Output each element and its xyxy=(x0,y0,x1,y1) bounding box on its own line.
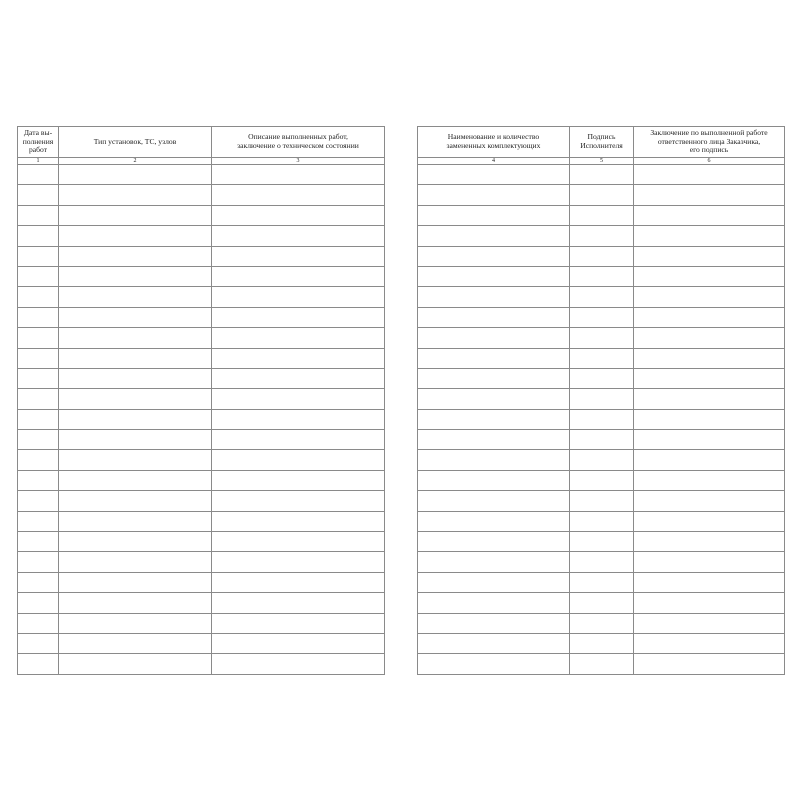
empty-cell xyxy=(18,368,59,388)
column-header-executor-signature: Подпись Исполнителя xyxy=(570,127,634,158)
empty-cell xyxy=(570,532,634,552)
empty-cell xyxy=(212,368,385,388)
maintenance-log-table-left xyxy=(17,126,385,675)
empty-cell xyxy=(418,552,570,572)
empty-cell xyxy=(18,450,59,470)
table-row xyxy=(418,205,785,225)
column-number: 3 xyxy=(212,158,385,165)
empty-cell xyxy=(570,287,634,307)
empty-cell xyxy=(634,205,785,225)
empty-cell xyxy=(418,430,570,450)
empty-cell xyxy=(18,511,59,531)
empty-cell xyxy=(570,654,634,674)
empty-cell xyxy=(570,572,634,592)
table-row xyxy=(18,368,385,388)
column-header-date: Дата вы- полнения работ xyxy=(18,127,59,158)
empty-cell xyxy=(212,307,385,327)
table-row xyxy=(18,246,385,266)
empty-cell xyxy=(634,593,785,613)
empty-cell xyxy=(418,633,570,653)
table-row xyxy=(18,430,385,450)
table-row xyxy=(18,185,385,205)
empty-cell xyxy=(570,165,634,185)
empty-cell xyxy=(18,307,59,327)
table-row xyxy=(18,532,385,552)
empty-cell xyxy=(59,552,212,572)
empty-cell xyxy=(570,470,634,490)
table-row xyxy=(18,470,385,490)
table-row xyxy=(418,328,785,348)
table-row xyxy=(18,287,385,307)
empty-cell xyxy=(59,287,212,307)
empty-cell xyxy=(212,552,385,572)
empty-cell xyxy=(634,348,785,368)
empty-cell xyxy=(18,593,59,613)
column-number-row xyxy=(18,158,385,165)
empty-cell xyxy=(418,287,570,307)
empty-cell xyxy=(570,613,634,633)
empty-cell xyxy=(634,491,785,511)
empty-cell xyxy=(59,348,212,368)
empty-cell xyxy=(212,532,385,552)
table-row xyxy=(418,307,785,327)
table-row xyxy=(418,532,785,552)
table-row xyxy=(418,409,785,429)
empty-cell xyxy=(212,613,385,633)
empty-cell xyxy=(212,205,385,225)
empty-cell xyxy=(418,165,570,185)
table-row xyxy=(418,389,785,409)
empty-cell xyxy=(634,266,785,286)
empty-cell xyxy=(59,185,212,205)
table-row xyxy=(18,633,385,653)
empty-cell xyxy=(418,348,570,368)
empty-cell xyxy=(418,266,570,286)
empty-cell xyxy=(59,205,212,225)
table-row xyxy=(18,328,385,348)
empty-cell xyxy=(212,430,385,450)
empty-cell xyxy=(570,185,634,205)
empty-cell xyxy=(634,409,785,429)
empty-cell xyxy=(59,246,212,266)
empty-cell xyxy=(18,246,59,266)
table-row xyxy=(18,389,385,409)
empty-cell xyxy=(18,532,59,552)
empty-cell xyxy=(212,185,385,205)
table-row xyxy=(418,266,785,286)
empty-cell xyxy=(59,226,212,246)
empty-cell xyxy=(18,185,59,205)
column-number: 4 xyxy=(418,158,570,165)
empty-cell xyxy=(634,633,785,653)
table-row xyxy=(418,185,785,205)
table-row xyxy=(18,205,385,225)
empty-cell xyxy=(59,450,212,470)
table-row xyxy=(18,613,385,633)
empty-cell xyxy=(634,307,785,327)
empty-cell xyxy=(212,246,385,266)
table-header-row xyxy=(18,127,385,158)
empty-cell xyxy=(18,633,59,653)
column-header-customer-conclusion: Заключение по выполненной работе ответственного лица Заказчика, его подпись xyxy=(634,127,785,158)
empty-cell xyxy=(59,654,212,674)
table-row xyxy=(18,491,385,511)
column-number: 1 xyxy=(18,158,59,165)
empty-cell xyxy=(59,368,212,388)
empty-cell xyxy=(634,389,785,409)
table-row xyxy=(18,165,385,185)
empty-cell xyxy=(212,450,385,470)
column-header-unit-type: Тип установок, ТС, узлов xyxy=(59,127,212,158)
table-row xyxy=(418,511,785,531)
empty-cell xyxy=(212,409,385,429)
empty-cell xyxy=(18,287,59,307)
empty-cell xyxy=(212,511,385,531)
empty-cell xyxy=(634,450,785,470)
empty-cell xyxy=(212,654,385,674)
empty-cell xyxy=(418,470,570,490)
empty-cell xyxy=(59,165,212,185)
table-row xyxy=(418,287,785,307)
empty-cell xyxy=(418,532,570,552)
empty-cell xyxy=(570,307,634,327)
maintenance-log-table-right xyxy=(417,126,785,675)
empty-cell xyxy=(570,593,634,613)
empty-cell xyxy=(212,287,385,307)
empty-cell xyxy=(59,389,212,409)
empty-cell xyxy=(418,491,570,511)
empty-cell xyxy=(212,165,385,185)
empty-cell xyxy=(570,491,634,511)
empty-cell xyxy=(570,226,634,246)
empty-cell xyxy=(418,654,570,674)
empty-cell xyxy=(212,328,385,348)
table-row xyxy=(418,654,785,674)
empty-cell xyxy=(634,511,785,531)
empty-cell xyxy=(18,613,59,633)
table-row xyxy=(418,430,785,450)
empty-cell xyxy=(570,368,634,388)
table-row xyxy=(418,633,785,653)
empty-cell xyxy=(18,205,59,225)
table-row xyxy=(18,266,385,286)
empty-cell xyxy=(418,389,570,409)
column-header-replaced-parts: Наименование и количество замененных комплектующих xyxy=(418,127,570,158)
empty-cell xyxy=(59,511,212,531)
empty-cell xyxy=(570,430,634,450)
empty-cell xyxy=(418,226,570,246)
empty-cell xyxy=(634,246,785,266)
table-row xyxy=(418,450,785,470)
empty-cell xyxy=(18,389,59,409)
table-row xyxy=(418,491,785,511)
empty-cell xyxy=(570,266,634,286)
empty-cell xyxy=(634,226,785,246)
table-row xyxy=(418,348,785,368)
table-row xyxy=(18,593,385,613)
empty-cell xyxy=(570,328,634,348)
empty-cell xyxy=(212,491,385,511)
empty-cell xyxy=(634,165,785,185)
empty-cell xyxy=(18,470,59,490)
empty-cell xyxy=(59,593,212,613)
column-number: 6 xyxy=(634,158,785,165)
table-row xyxy=(418,226,785,246)
table-row xyxy=(18,409,385,429)
empty-cell xyxy=(570,205,634,225)
empty-cell xyxy=(418,511,570,531)
empty-cell xyxy=(212,470,385,490)
empty-cell xyxy=(18,226,59,246)
empty-cell xyxy=(59,430,212,450)
empty-cell xyxy=(418,572,570,592)
table-row xyxy=(418,552,785,572)
empty-cell xyxy=(59,532,212,552)
empty-cell xyxy=(59,613,212,633)
empty-cell xyxy=(570,511,634,531)
empty-cell xyxy=(570,633,634,653)
empty-cell xyxy=(634,470,785,490)
empty-cell xyxy=(418,409,570,429)
empty-cell xyxy=(418,593,570,613)
empty-cell xyxy=(18,266,59,286)
empty-cell xyxy=(59,266,212,286)
table-row xyxy=(418,470,785,490)
empty-cell xyxy=(634,287,785,307)
table-row xyxy=(18,450,385,470)
empty-cell xyxy=(212,593,385,613)
empty-cell xyxy=(59,307,212,327)
column-header-work-description: Описание выполненных работ, заключение о техническом состоянии xyxy=(212,127,385,158)
empty-cell xyxy=(18,552,59,572)
empty-cell xyxy=(634,430,785,450)
empty-cell xyxy=(212,266,385,286)
table-row xyxy=(418,246,785,266)
empty-cell xyxy=(18,654,59,674)
empty-cell xyxy=(212,348,385,368)
empty-cell xyxy=(634,552,785,572)
empty-cell xyxy=(634,572,785,592)
table-row xyxy=(18,552,385,572)
empty-cell xyxy=(18,409,59,429)
empty-cell xyxy=(570,389,634,409)
table-row xyxy=(418,165,785,185)
column-number-row xyxy=(418,158,785,165)
empty-cell xyxy=(418,185,570,205)
table-row xyxy=(418,368,785,388)
empty-cell xyxy=(570,409,634,429)
empty-cell xyxy=(59,409,212,429)
empty-cell xyxy=(634,532,785,552)
empty-cell xyxy=(18,348,59,368)
table-row xyxy=(418,572,785,592)
empty-cell xyxy=(418,368,570,388)
empty-cell xyxy=(570,552,634,572)
empty-cell xyxy=(570,348,634,368)
empty-cell xyxy=(418,450,570,470)
empty-cell xyxy=(18,430,59,450)
empty-cell xyxy=(418,613,570,633)
empty-cell xyxy=(59,633,212,653)
empty-cell xyxy=(212,226,385,246)
table-row xyxy=(18,572,385,592)
table-row xyxy=(18,307,385,327)
empty-cell xyxy=(212,389,385,409)
table-row xyxy=(18,511,385,531)
column-number: 2 xyxy=(59,158,212,165)
empty-cell xyxy=(59,470,212,490)
empty-cell xyxy=(59,572,212,592)
table-row xyxy=(418,593,785,613)
empty-cell xyxy=(418,328,570,348)
empty-cell xyxy=(634,613,785,633)
table-row xyxy=(18,654,385,674)
column-number: 5 xyxy=(570,158,634,165)
empty-cell xyxy=(418,205,570,225)
empty-cell xyxy=(59,328,212,348)
empty-cell xyxy=(634,368,785,388)
empty-cell xyxy=(570,450,634,470)
empty-cell xyxy=(212,572,385,592)
empty-cell xyxy=(59,491,212,511)
empty-cell xyxy=(18,328,59,348)
empty-cell xyxy=(18,491,59,511)
empty-cell xyxy=(634,328,785,348)
empty-cell xyxy=(212,633,385,653)
table-row xyxy=(18,348,385,368)
empty-cell xyxy=(570,246,634,266)
empty-cell xyxy=(634,185,785,205)
table-header-row xyxy=(418,127,785,158)
table-row xyxy=(418,613,785,633)
table-row xyxy=(18,226,385,246)
empty-cell xyxy=(418,307,570,327)
empty-cell xyxy=(18,165,59,185)
empty-cell xyxy=(418,246,570,266)
empty-cell xyxy=(634,654,785,674)
empty-cell xyxy=(18,572,59,592)
